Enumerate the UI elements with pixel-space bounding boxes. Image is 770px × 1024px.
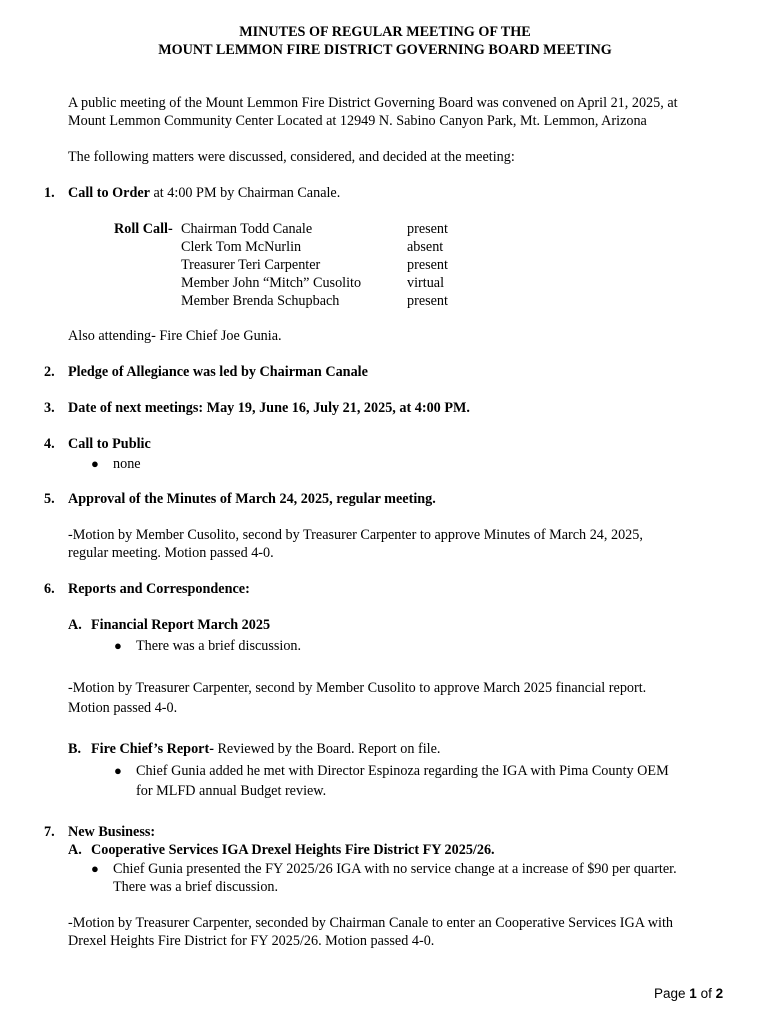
item-6a-motion-line1: -Motion by Treasurer Carpenter, second by Member Cusolito to approve March 2025 financial report. — [68, 680, 647, 696]
item-7a-bullet-line1: Chief Gunia presented the FY 2025/26 IGA with no service change at a increase of $90 per quarter. — [113, 861, 677, 877]
roll-call-name: Member John “Mitch” Cusolito — [181, 275, 362, 291]
item-6a-motion-line2: Motion passed 4-0. — [68, 700, 178, 716]
item-6a-bullet: There was a brief discussion. — [136, 638, 302, 654]
item-7-new-business: New Business: — [68, 824, 156, 840]
page-total: 2 — [715, 986, 724, 1001]
intro-line1: A public meeting of the Mount Lemmon Fire District Governing Board was convened on April 21, 2025, at — [68, 95, 678, 111]
item-3-next-meetings: Date of next meetings: May 19, June 16, July 21, 2025, at 4:00 PM. — [68, 400, 470, 416]
item-4-bullet: none — [113, 456, 141, 472]
roll-call-name: Clerk Tom McNurlin — [181, 239, 302, 255]
bullet-icon: ● — [114, 763, 122, 778]
item-5-number: 5. — [44, 491, 55, 507]
item-7a-bullet-line2: There was a brief discussion. — [113, 879, 279, 895]
item-3-number: 3. — [44, 400, 55, 416]
intro-line3: The following matters were discussed, considered, and decided at the meeting: — [68, 149, 515, 165]
of-word: of — [700, 986, 712, 1001]
item-5-motion-line1: -Motion by Member Cusolito, second by Treasurer Carpenter to approve Minutes of March 24, 2025, — [68, 527, 643, 543]
roll-call-status: present — [407, 257, 448, 273]
roll-call-name: Chairman Todd Canale — [181, 221, 313, 237]
roll-call-name: Member Brenda Schupbach — [181, 293, 340, 309]
roll-call-name: Treasurer Teri Carpenter — [181, 257, 321, 273]
roll-call-status: absent — [407, 239, 444, 255]
item-6b-text: Reviewed by the Board. Report on file. — [213, 741, 441, 757]
item-6a-financial-report: Financial Report March 2025 — [91, 617, 271, 633]
item-7a-motion-line1: -Motion by Treasurer Carpenter, seconded by Chairman Canale to enter an Cooperative Services IGA with — [68, 915, 673, 931]
item-6-reports: Reports and Correspondence: — [68, 581, 250, 597]
bullet-icon: ● — [114, 638, 122, 653]
item-5-approval: Approval of the Minutes of March 24, 2025, regular meeting. — [68, 491, 436, 507]
item-7a-motion-line2: Drexel Heights Fire District for FY 2025/26. Motion passed 4-0. — [68, 933, 435, 949]
item-5-motion-line2: regular meeting. Motion passed 4-0. — [68, 545, 274, 561]
page-number-footer — [654, 985, 723, 1003]
item-1-call-to-order — [68, 184, 340, 202]
item-6b-letter: B. — [68, 741, 82, 757]
item-6-number: 6. — [44, 581, 55, 597]
document-title-line1: MINUTES OF REGULAR MEETING OF THE — [239, 24, 531, 40]
item-7a-cooperative-iga: Cooperative Services IGA Drexel Heights Fire District FY 2025/26. — [91, 842, 495, 858]
item-1-text: at 4:00 PM by Chairman Canale. — [149, 185, 341, 201]
roll-call-status: present — [407, 293, 448, 309]
item-4-call-to-public: Call to Public — [68, 436, 151, 452]
document-title-line2: MOUNT LEMMON FIRE DISTRICT GOVERNING BOARD MEETING — [158, 42, 612, 58]
item-6b-bullet-line2: for MLFD annual Budget review. — [136, 783, 327, 799]
page-word: Page — [654, 986, 686, 1001]
also-attending: Also attending- Fire Chief Joe Gunia. — [68, 328, 282, 344]
item-6a-letter: A. — [68, 617, 82, 633]
item-7-number: 7. — [44, 824, 55, 840]
item-2-pledge: Pledge of Allegiance was led by Chairman Canale — [68, 364, 368, 380]
roll-call-status: virtual — [407, 275, 445, 291]
item-6b-fire-chief-report — [91, 740, 440, 758]
item-6b-heading: Fire Chief’s Report- — [91, 741, 214, 757]
bullet-icon: ● — [91, 456, 99, 471]
item-6b-bullet-line1: Chief Gunia added he met with Director Espinoza regarding the IGA with Pima County OEM — [136, 763, 669, 779]
roll-call-label: Roll Call- — [114, 221, 173, 237]
roll-call-status: present — [407, 221, 448, 237]
item-7a-letter: A. — [68, 842, 82, 858]
item-1-number: 1. — [44, 185, 55, 201]
item-2-number: 2. — [44, 364, 55, 380]
item-4-number: 4. — [44, 436, 55, 452]
bullet-icon: ● — [91, 861, 99, 876]
intro-line2: Mount Lemmon Community Center Located at 12949 N. Sabino Canyon Park, Mt. Lemmon, Arizona — [68, 113, 647, 129]
page-current: 1 — [689, 986, 697, 1001]
item-1-heading: Call to Order — [68, 185, 150, 201]
